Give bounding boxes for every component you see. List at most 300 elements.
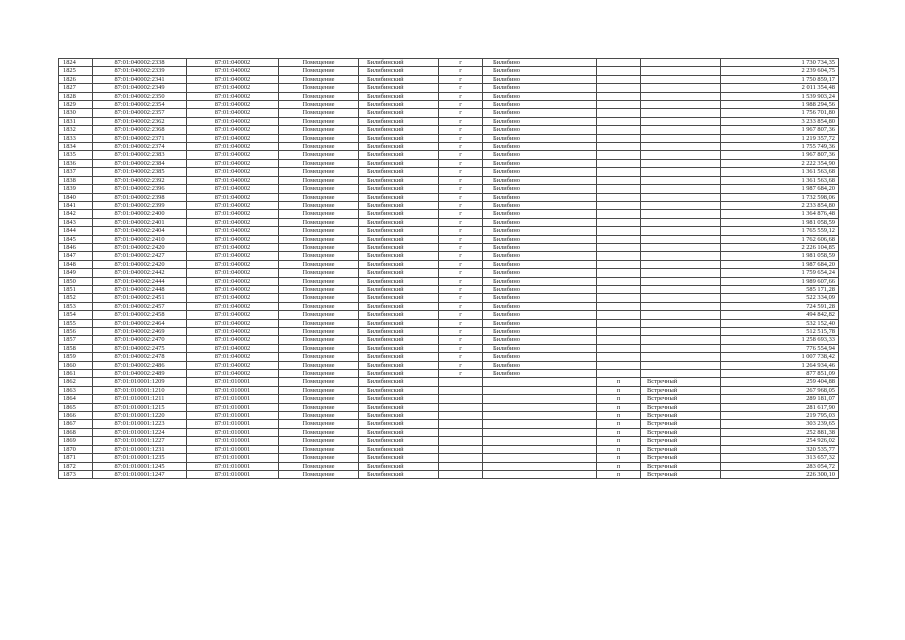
cadastral-number-cell: 87:01:010001:1247 — [93, 470, 187, 478]
cadastral-number-cell: 87:01:040002:2384 — [93, 159, 187, 167]
cadastral-value-cell: 1 732 598,06 — [721, 193, 839, 201]
table-row — [59, 378, 839, 386]
table-row — [59, 302, 839, 310]
table-row — [59, 328, 839, 336]
street-cell: Встречный — [641, 462, 721, 470]
table-row — [59, 126, 839, 134]
row-number-cell: 1854 — [59, 311, 93, 319]
cadastral-number-cell: 87:01:040002:2401 — [93, 218, 187, 226]
cadastral-value-cell: 1 007 738,42 — [721, 353, 839, 361]
row-number-cell: 1842 — [59, 210, 93, 218]
street-cell: Встречный — [641, 428, 721, 436]
street-type-cell — [597, 210, 641, 218]
table-row — [59, 470, 839, 478]
locality-type-cell — [439, 403, 483, 411]
street-cell — [641, 59, 721, 67]
cadastral-value-cell: 877 851,09 — [721, 370, 839, 378]
locality-type-cell — [439, 462, 483, 470]
street-cell: Встречный — [641, 412, 721, 420]
street-type-cell — [597, 260, 641, 268]
street-type-cell — [597, 101, 641, 109]
street-cell — [641, 92, 721, 100]
object-type-cell: Помещение — [279, 311, 359, 319]
street-cell — [641, 269, 721, 277]
locality-type-cell: г — [439, 84, 483, 92]
cadastral-block-cell: 87:01:040002 — [187, 361, 279, 369]
cadastral-value-cell: 219 795,03 — [721, 412, 839, 420]
district-cell: Билибинский — [359, 159, 439, 167]
street-cell — [641, 235, 721, 243]
object-type-cell: Помещение — [279, 454, 359, 462]
cadastral-value-cell: 522 334,09 — [721, 294, 839, 302]
street-cell — [641, 243, 721, 251]
row-number-cell: 1871 — [59, 454, 93, 462]
street-type-cell — [597, 126, 641, 134]
district-cell: Билибинский — [359, 311, 439, 319]
district-cell: Билибинский — [359, 185, 439, 193]
cadastral-number-cell: 87:01:010001:1245 — [93, 462, 187, 470]
cadastral-block-cell: 87:01:040002 — [187, 252, 279, 260]
cadastral-number-cell: 87:01:040002:2442 — [93, 269, 187, 277]
district-cell: Билибинский — [359, 395, 439, 403]
table-row — [59, 260, 839, 268]
cadastral-value-cell: 724 591,28 — [721, 302, 839, 310]
table-row — [59, 361, 839, 369]
locality-type-cell — [439, 437, 483, 445]
street-cell — [641, 344, 721, 352]
cadastral-value-cell: 1 967 807,36 — [721, 151, 839, 159]
row-number-cell: 1830 — [59, 109, 93, 117]
cadastral-number-cell: 87:01:040002:2475 — [93, 344, 187, 352]
cadastral-number-cell: 87:01:010001:1227 — [93, 437, 187, 445]
street-type-cell — [597, 227, 641, 235]
street-cell — [641, 210, 721, 218]
object-type-cell: Помещение — [279, 210, 359, 218]
table-row — [59, 294, 839, 302]
table-row — [59, 412, 839, 420]
row-number-cell: 1864 — [59, 395, 93, 403]
locality-type-cell — [439, 420, 483, 428]
locality-type-cell: г — [439, 285, 483, 293]
cadastral-value-cell: 1 981 058,59 — [721, 252, 839, 260]
locality-type-cell: г — [439, 92, 483, 100]
street-cell — [641, 319, 721, 327]
locality-cell — [483, 386, 597, 394]
cadastral-number-cell: 87:01:040002:2368 — [93, 126, 187, 134]
cadastral-number-cell: 87:01:040002:2371 — [93, 134, 187, 142]
cadastral-value-cell: 1 750 859,17 — [721, 75, 839, 83]
district-cell: Билибинский — [359, 403, 439, 411]
table-row — [59, 311, 839, 319]
cadastral-value-cell: 1 264 934,46 — [721, 361, 839, 369]
cadastral-value-cell: 254 926,02 — [721, 437, 839, 445]
cadastral-value-cell: 313 657,32 — [721, 454, 839, 462]
district-cell: Билибинский — [359, 252, 439, 260]
district-cell: Билибинский — [359, 378, 439, 386]
locality-cell: Билибино — [483, 218, 597, 226]
locality-cell: Билибино — [483, 210, 597, 218]
street-cell — [641, 134, 721, 142]
cadastral-number-cell: 87:01:040002:2427 — [93, 252, 187, 260]
locality-type-cell: г — [439, 193, 483, 201]
cadastral-number-cell: 87:01:010001:1210 — [93, 386, 187, 394]
object-type-cell: Помещение — [279, 412, 359, 420]
cadastral-block-cell: 87:01:040002 — [187, 67, 279, 75]
street-cell — [641, 285, 721, 293]
table-row — [59, 218, 839, 226]
locality-type-cell: г — [439, 260, 483, 268]
object-type-cell: Помещение — [279, 420, 359, 428]
street-cell — [641, 193, 721, 201]
cadastral-block-cell: 87:01:010001 — [187, 470, 279, 478]
row-number-cell: 1857 — [59, 336, 93, 344]
table-row — [59, 143, 839, 151]
row-number-cell: 1867 — [59, 420, 93, 428]
cadastral-block-cell: 87:01:010001 — [187, 386, 279, 394]
row-number-cell: 1869 — [59, 437, 93, 445]
object-type-cell: Помещение — [279, 59, 359, 67]
street-type-cell — [597, 370, 641, 378]
street-type-cell — [597, 75, 641, 83]
locality-cell: Билибино — [483, 159, 597, 167]
cadastral-block-cell: 87:01:010001 — [187, 412, 279, 420]
locality-cell — [483, 395, 597, 403]
cadastral-value-cell: 226 300,10 — [721, 470, 839, 478]
table-row — [59, 75, 839, 83]
cadastral-number-cell: 87:01:040002:2469 — [93, 328, 187, 336]
district-cell: Билибинский — [359, 168, 439, 176]
street-type-cell — [597, 168, 641, 176]
cadastral-value-cell: 1 219 357,72 — [721, 134, 839, 142]
street-type-cell: п — [597, 378, 641, 386]
cadastral-number-cell: 87:01:040002:2349 — [93, 84, 187, 92]
street-type-cell — [597, 344, 641, 352]
cadastral-number-cell: 87:01:040002:2338 — [93, 59, 187, 67]
row-number-cell: 1840 — [59, 193, 93, 201]
row-number-cell: 1831 — [59, 117, 93, 125]
cadastral-block-cell: 87:01:040002 — [187, 370, 279, 378]
street-type-cell: п — [597, 386, 641, 394]
table-row — [59, 210, 839, 218]
street-cell: Встречный — [641, 403, 721, 411]
street-cell — [641, 260, 721, 268]
locality-cell: Билибино — [483, 92, 597, 100]
cadastral-block-cell: 87:01:040002 — [187, 319, 279, 327]
locality-type-cell: г — [439, 353, 483, 361]
street-type-cell — [597, 328, 641, 336]
street-cell — [641, 185, 721, 193]
locality-cell — [483, 462, 597, 470]
cadastral-number-cell: 87:01:040002:2385 — [93, 168, 187, 176]
cadastral-block-cell: 87:01:040002 — [187, 134, 279, 142]
cadastral-block-cell: 87:01:040002 — [187, 168, 279, 176]
street-type-cell — [597, 117, 641, 125]
district-cell: Билибинский — [359, 243, 439, 251]
cadastral-value-cell: 1 765 559,12 — [721, 227, 839, 235]
district-cell: Билибинский — [359, 462, 439, 470]
cadastral-block-cell: 87:01:040002 — [187, 101, 279, 109]
district-cell: Билибинский — [359, 92, 439, 100]
row-number-cell: 1862 — [59, 378, 93, 386]
cadastral-block-cell: 87:01:040002 — [187, 218, 279, 226]
row-number-cell: 1863 — [59, 386, 93, 394]
row-number-cell: 1851 — [59, 285, 93, 293]
district-cell: Билибинский — [359, 210, 439, 218]
cadastral-block-cell: 87:01:040002 — [187, 75, 279, 83]
cadastral-block-cell: 87:01:040002 — [187, 311, 279, 319]
object-type-cell: Помещение — [279, 269, 359, 277]
cadastral-block-cell: 87:01:040002 — [187, 143, 279, 151]
locality-cell: Билибино — [483, 319, 597, 327]
street-cell: Встречный — [641, 470, 721, 478]
cadastral-block-cell: 87:01:010001 — [187, 445, 279, 453]
object-type-cell: Помещение — [279, 235, 359, 243]
object-type-cell: Помещение — [279, 361, 359, 369]
table-row — [59, 277, 839, 285]
table-row — [59, 454, 839, 462]
table-row — [59, 92, 839, 100]
cadastral-value-cell: 1 981 058,59 — [721, 218, 839, 226]
cadastral-value-cell: 281 617,90 — [721, 403, 839, 411]
cadastral-block-cell: 87:01:040002 — [187, 117, 279, 125]
cadastral-block-cell: 87:01:040002 — [187, 92, 279, 100]
district-cell: Билибинский — [359, 285, 439, 293]
street-type-cell: п — [597, 470, 641, 478]
locality-type-cell — [439, 454, 483, 462]
street-cell — [641, 176, 721, 184]
locality-type-cell: г — [439, 159, 483, 167]
table-row — [59, 395, 839, 403]
table-row — [59, 344, 839, 352]
cadastral-value-cell: 259 404,88 — [721, 378, 839, 386]
district-cell: Билибинский — [359, 269, 439, 277]
table-row — [59, 336, 839, 344]
row-number-cell: 1853 — [59, 302, 93, 310]
district-cell: Билибинский — [359, 294, 439, 302]
cadastral-value-cell: 303 239,65 — [721, 420, 839, 428]
row-number-cell: 1827 — [59, 84, 93, 92]
locality-cell: Билибино — [483, 67, 597, 75]
street-cell — [641, 353, 721, 361]
locality-cell — [483, 420, 597, 428]
object-type-cell: Помещение — [279, 243, 359, 251]
cadastral-number-cell: 87:01:040002:2478 — [93, 353, 187, 361]
object-type-cell: Помещение — [279, 353, 359, 361]
street-cell: Встречный — [641, 378, 721, 386]
district-cell: Билибинский — [359, 454, 439, 462]
row-number-cell: 1861 — [59, 370, 93, 378]
cadastral-value-cell: 1 759 654,24 — [721, 269, 839, 277]
street-cell — [641, 252, 721, 260]
locality-type-cell — [439, 378, 483, 386]
cadastral-value-cell: 512 515,78 — [721, 328, 839, 336]
table-row — [59, 428, 839, 436]
district-cell: Билибинский — [359, 386, 439, 394]
object-type-cell: Помещение — [279, 75, 359, 83]
table-body — [59, 59, 839, 479]
district-cell: Билибинский — [359, 143, 439, 151]
row-number-cell: 1870 — [59, 445, 93, 453]
cadastral-number-cell: 87:01:040002:2451 — [93, 294, 187, 302]
cadastral-number-cell: 87:01:040002:2444 — [93, 277, 187, 285]
cadastral-value-table — [58, 58, 839, 479]
cadastral-number-cell: 87:01:040002:2410 — [93, 235, 187, 243]
locality-type-cell: г — [439, 252, 483, 260]
table-row — [59, 462, 839, 470]
object-type-cell: Помещение — [279, 176, 359, 184]
row-number-cell: 1835 — [59, 151, 93, 159]
row-number-cell: 1843 — [59, 218, 93, 226]
district-cell: Билибинский — [359, 437, 439, 445]
locality-type-cell — [439, 470, 483, 478]
street-type-cell — [597, 243, 641, 251]
locality-cell: Билибино — [483, 75, 597, 83]
street-cell — [641, 126, 721, 134]
street-type-cell — [597, 143, 641, 151]
locality-cell — [483, 378, 597, 386]
locality-type-cell: г — [439, 168, 483, 176]
locality-cell: Билибино — [483, 243, 597, 251]
row-number-cell: 1825 — [59, 67, 93, 75]
cadastral-block-cell: 87:01:040002 — [187, 302, 279, 310]
object-type-cell: Помещение — [279, 285, 359, 293]
locality-type-cell: г — [439, 201, 483, 209]
object-type-cell: Помещение — [279, 302, 359, 310]
street-type-cell — [597, 311, 641, 319]
cadastral-value-cell: 1 258 693,33 — [721, 336, 839, 344]
locality-cell: Билибино — [483, 134, 597, 142]
cadastral-value-cell: 1 361 563,68 — [721, 176, 839, 184]
cadastral-value-cell: 585 171,28 — [721, 285, 839, 293]
street-type-cell: п — [597, 412, 641, 420]
locality-cell: Билибино — [483, 235, 597, 243]
street-cell: Встречный — [641, 420, 721, 428]
locality-cell — [483, 445, 597, 453]
table-row — [59, 437, 839, 445]
locality-cell: Билибино — [483, 252, 597, 260]
street-type-cell — [597, 353, 641, 361]
object-type-cell: Помещение — [279, 403, 359, 411]
locality-cell: Билибино — [483, 260, 597, 268]
locality-cell: Билибино — [483, 370, 597, 378]
district-cell: Билибинский — [359, 109, 439, 117]
street-type-cell — [597, 294, 641, 302]
locality-type-cell: г — [439, 243, 483, 251]
object-type-cell: Помещение — [279, 445, 359, 453]
district-cell: Билибинский — [359, 328, 439, 336]
object-type-cell: Помещение — [279, 134, 359, 142]
cadastral-number-cell: 87:01:040002:2362 — [93, 117, 187, 125]
locality-type-cell: г — [439, 294, 483, 302]
table-row — [59, 151, 839, 159]
row-number-cell: 1855 — [59, 319, 93, 327]
street-type-cell — [597, 193, 641, 201]
object-type-cell: Помещение — [279, 378, 359, 386]
street-type-cell — [597, 285, 641, 293]
street-cell: Встречный — [641, 395, 721, 403]
locality-type-cell: г — [439, 126, 483, 134]
locality-type-cell: г — [439, 277, 483, 285]
row-number-cell: 1841 — [59, 201, 93, 209]
table-row — [59, 353, 839, 361]
locality-cell: Билибино — [483, 302, 597, 310]
district-cell: Билибинский — [359, 361, 439, 369]
street-cell: Встречный — [641, 454, 721, 462]
locality-type-cell: г — [439, 101, 483, 109]
row-number-cell: 1848 — [59, 260, 93, 268]
table-row — [59, 168, 839, 176]
locality-cell: Билибино — [483, 336, 597, 344]
district-cell: Билибинский — [359, 59, 439, 67]
street-cell — [641, 67, 721, 75]
cadastral-number-cell: 87:01:010001:1223 — [93, 420, 187, 428]
cadastral-number-cell: 87:01:010001:1209 — [93, 378, 187, 386]
cadastral-block-cell: 87:01:040002 — [187, 353, 279, 361]
object-type-cell: Помещение — [279, 294, 359, 302]
district-cell: Билибинский — [359, 370, 439, 378]
street-cell — [641, 336, 721, 344]
street-type-cell: п — [597, 462, 641, 470]
cadastral-number-cell: 87:01:040002:2396 — [93, 185, 187, 193]
cadastral-number-cell: 87:01:040002:2341 — [93, 75, 187, 83]
table-row — [59, 185, 839, 193]
cadastral-value-cell: 1 756 701,80 — [721, 109, 839, 117]
locality-cell: Билибино — [483, 101, 597, 109]
locality-cell: Билибино — [483, 361, 597, 369]
street-type-cell — [597, 302, 641, 310]
table-row — [59, 269, 839, 277]
street-cell — [641, 227, 721, 235]
table-row — [59, 403, 839, 411]
row-number-cell: 1838 — [59, 176, 93, 184]
cadastral-number-cell: 87:01:040002:2470 — [93, 336, 187, 344]
cadastral-block-cell: 87:01:040002 — [187, 336, 279, 344]
cadastral-block-cell: 87:01:010001 — [187, 437, 279, 445]
street-type-cell — [597, 319, 641, 327]
cadastral-value-cell: 494 842,82 — [721, 311, 839, 319]
cadastral-value-cell: 532 152,40 — [721, 319, 839, 327]
object-type-cell: Помещение — [279, 428, 359, 436]
cadastral-number-cell: 87:01:040002:2374 — [93, 143, 187, 151]
locality-cell: Билибино — [483, 117, 597, 125]
street-cell — [641, 84, 721, 92]
cadastral-value-cell: 1 762 606,68 — [721, 235, 839, 243]
cadastral-value-cell: 320 535,77 — [721, 445, 839, 453]
street-cell — [641, 168, 721, 176]
cadastral-value-cell: 1 987 684,20 — [721, 185, 839, 193]
cadastral-number-cell: 87:01:040002:2404 — [93, 227, 187, 235]
cadastral-block-cell: 87:01:010001 — [187, 420, 279, 428]
district-cell: Билибинский — [359, 201, 439, 209]
cadastral-block-cell: 87:01:040002 — [187, 185, 279, 193]
locality-cell: Билибино — [483, 151, 597, 159]
cadastral-block-cell: 87:01:040002 — [187, 243, 279, 251]
object-type-cell: Помещение — [279, 109, 359, 117]
cadastral-block-cell: 87:01:040002 — [187, 227, 279, 235]
row-number-cell: 1868 — [59, 428, 93, 436]
street-cell — [641, 143, 721, 151]
object-type-cell: Помещение — [279, 277, 359, 285]
street-cell — [641, 302, 721, 310]
street-cell — [641, 101, 721, 109]
street-cell — [641, 311, 721, 319]
locality-cell: Билибино — [483, 168, 597, 176]
row-number-cell: 1852 — [59, 294, 93, 302]
object-type-cell: Помещение — [279, 260, 359, 268]
locality-type-cell — [439, 412, 483, 420]
table-row — [59, 420, 839, 428]
street-cell: Встречный — [641, 437, 721, 445]
